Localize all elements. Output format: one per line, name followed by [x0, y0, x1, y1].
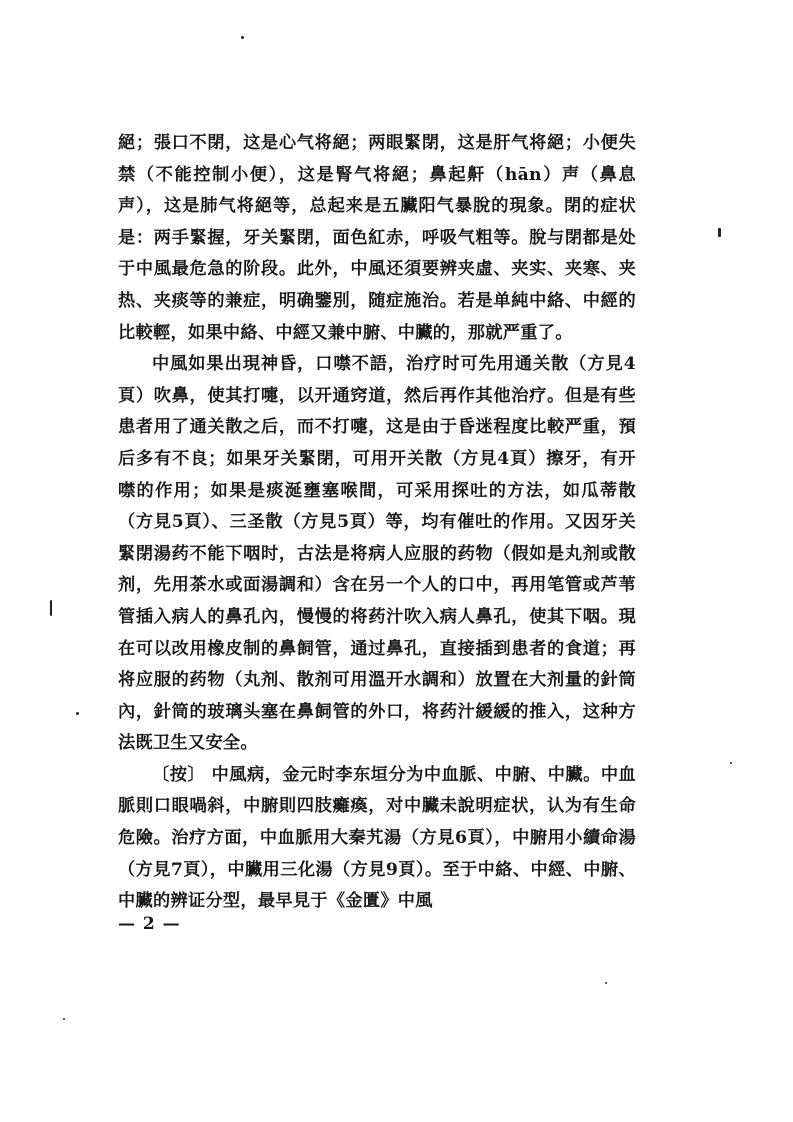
scan-speck: [76, 712, 79, 715]
page-number: — 2 —: [118, 914, 181, 934]
scan-speck: [241, 36, 244, 39]
paragraph-3: 〔按〕 中風病，金元时李东垣分为中血脈、中腑、中臟。中血脈則口眼喎斜，中腑則四肢癱瘓，对中臟未說明症状，认为有生命危險。治疗方面，中血脈用大秦艽湯（方見6頁），中腑用小續命湯（方見7頁），中臟用三化湯（方見9頁）。至于中絡、中經、中腑、中臟的辨证分型，最早見于《金匱》中風: [118, 764, 636, 912]
scan-speck: [50, 600, 52, 616]
scan-speck: [730, 762, 732, 764]
paragraph-1: 絕；張口不閉，这是心气将絕；两眼緊閉，这是肝气将絕；小便失禁（不能控制小便），这是腎气将絕；鼻起鼾（hān）声（鼻息声），这是肺气将絕等，总起来是五臟阳气暴脫的現象。閉的症状是：两手緊握，牙关緊閉，面色紅赤，呼吸气粗等。脫与閉都是处于中風最危急的阶段。此外，中風还須要辨夹虛、夹实、夹寒、夹热、夹痰等的兼症，明确鑒別，随症施治。若是单純中絡、中經的比較輕，如果中絡、中經又兼中腑、中臟的，那就严重了。: [118, 133, 636, 343]
scan-speck: [63, 1018, 65, 1020]
scan-speck: [718, 228, 721, 237]
scan-speck: [605, 982, 607, 984]
paragraph-2: 中風如果出現神昏，口噤不語，治疗时可先用通关散（方見4頁）吹鼻，使其打嚏，以开通窍道，然后再作其他治疗。但是有些患者用了通关散之后，而不打嚏，这是由于昏迷程度比較严重，預后多有不良；如果牙关緊閉，可用开关散（方見4頁）擦牙，有开噤的作用；如果是痰涎壅塞喉間，可采用探吐的方法，如瓜蒂散（方見5頁）、三圣散（方見5頁）等，均有催吐的作用。又因牙关緊閉湯药不能下咽时，古法是将病人应服的药物（假如是丸剂或散剂，先用茶水或面湯調和）含在另一个人的口中，再用笔管或芦苇管插入病人的鼻孔內，慢慢的将药汁吹入病人鼻孔，使其下咽。現在可以改用橡皮制的鼻飼管，通过鼻孔，直接插到患者的食道；再将应服的药物（丸剂、散剂可用溫开水調和）放置在大剂量的針筒內，針筒的玻璃头塞在鼻飼管的外口，将药汁緩緩的推入，这种方法既卫生又安全。: [118, 354, 636, 754]
body-text: [118, 128, 636, 918]
